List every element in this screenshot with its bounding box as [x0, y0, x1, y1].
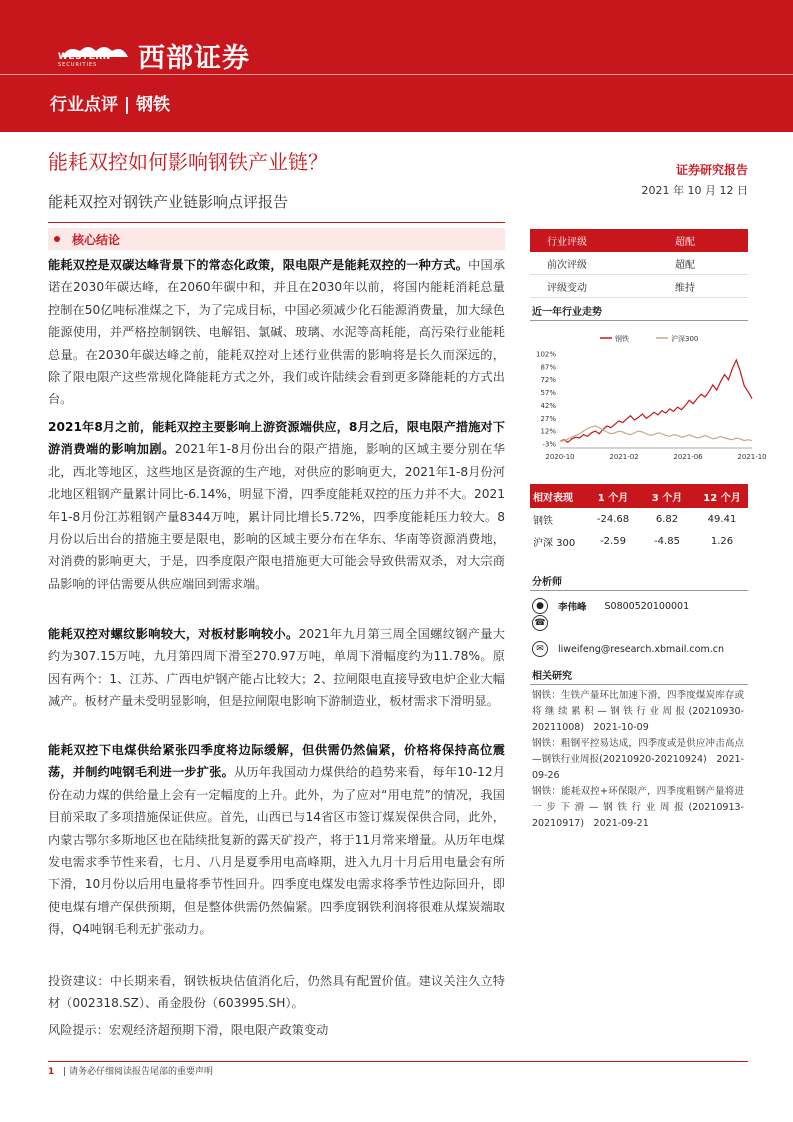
paragraph-2-text: 2021年1-8月份出台的限产措施，影响的区域主要分别在华北，西北等地区，这些地区是资源的生产地，对供应的影响更大，2021年1-8月份河北地区粗钢产量累计同比-6.14%，明显下滑，四季度能耗双控的压力并不大。2021年1-8月份江苏粗钢产量8344万吨，累计同比增长5.72%，四季度能耗压力较大。8月份以后出台的措施主要是限电，影响的区域主要分布在华东、华南等资源消费地，对消费的影响更大，于是，四季度限产限电措施更大可能会导致供需双杀，对大宗商品影响的评估需要从供应端回到需求端。 [48, 442, 506, 591]
y-tick-label: 27% [540, 414, 556, 423]
person-icon: ● [532, 598, 548, 614]
paragraph-3-lead: 能耗双控对螺纹影响较大，对板材影响较小。 [48, 627, 299, 641]
paragraph-4-lead: 能耗双控下电煤供给紧张四季度将边际缓解，但供需仍然偏紧，价格将保持高位震荡，并制约吨钢毛利进一步扩张。 [48, 743, 505, 780]
related-item[interactable]: 钢铁：能耗双控+环保限产，四季度粗钢产量将进一步下滑—钢铁行业周报(20210913-20210917) 2021-09-21 [532, 786, 744, 829]
phone-icon: ☎ [532, 615, 548, 631]
table-cell: -24.68 [596, 513, 630, 525]
paragraph-1 [48, 254, 505, 411]
rating-key: 行业评级 [547, 237, 587, 248]
table-cell: -2.59 [600, 535, 626, 547]
performance-header-cell: 相对表现 [533, 492, 573, 504]
section-label: 核心结论 [72, 233, 121, 247]
rating-value: 超配 [675, 237, 695, 248]
rating-value: 超配 [675, 259, 695, 271]
investment-advice: 投资建议：中长期来看，钢铁板块估值消化后，仍然具有配置价值。建议关注久立特材（002318.SZ）、甬金股份（603995.SH）。 [48, 974, 505, 1011]
y-tick-label: 87% [540, 363, 556, 372]
rating-key: 前次评级 [547, 259, 587, 271]
rating-key: 评级变动 [547, 282, 587, 294]
analyst-section-title: 分析师 [532, 577, 562, 588]
paragraph-2 [48, 416, 505, 595]
analyst-license: S0800520100001 [604, 600, 690, 612]
y-tick-label: 42% [540, 401, 556, 410]
x-tick-label: 2021-06 [673, 453, 703, 461]
performance-header-cell: 3 个月 [651, 492, 683, 504]
logo-subtext: SECURITIES [58, 62, 98, 68]
paragraph-1-lead: 能耗双控是双碳达峰背景下的常态化政策，限电限产是能耗双控的一种方式。 [48, 258, 469, 272]
section-header [48, 228, 505, 250]
paragraph-4 [48, 739, 505, 941]
paragraph-3-text: 2021年九月第三周全国螺纹钢产量大约为307.15万吨，九月第四周下滑至270.97万吨，单周下滑幅度约为11.78%。原因有两个：1、江苏、广西电炉钢产能占比较大；2、拉闸限电直接导致电炉企业大幅减产。板材产量未受明显影响，但是拉闸限电影响下游制造业，板材需求下滑明显。 [48, 627, 505, 709]
chart-divider [530, 320, 748, 321]
logo-chinese: 西部证券 [138, 43, 250, 74]
rating-row [530, 252, 748, 275]
y-tick-label: 72% [540, 376, 556, 385]
report-type: 证券研究报告 [675, 163, 748, 177]
footer [48, 1064, 213, 1077]
related-item[interactable]: 钢铁：粗钢平控易达成，四季度或是供应冲击高点—钢铁行业周报(20210920-20210924) 2021-09-26 [532, 738, 744, 781]
related-section-title: 相关研究 [532, 671, 572, 682]
series-line-steel [560, 360, 752, 442]
industry-trend-chart [530, 326, 767, 466]
logo-english: WESTERN [58, 52, 111, 62]
analyst-email[interactable]: liweifeng@research.xbmail.com.cn [558, 643, 724, 655]
rating-row [530, 229, 748, 252]
report-date: 2021 年 10 月 12 日 [641, 184, 748, 197]
series-line-hs300 [560, 426, 752, 441]
risk-warning: 风险提示：宏观经济超预期下滑，限电限产政策变动 [48, 1023, 329, 1037]
table-cell: -4.85 [654, 535, 680, 547]
legend-label: 钢铁 [615, 335, 629, 343]
phone-row [532, 615, 558, 631]
header-divider [0, 74, 793, 75]
y-tick-label: 102% [535, 350, 556, 359]
table-cell: 1.26 [710, 535, 734, 547]
report-category: 行业点评 | 钢铁 [50, 95, 171, 115]
x-tick-label: 2020-10 [545, 453, 575, 461]
analyst-name: 李伟峰 [558, 602, 587, 613]
performance-table [530, 484, 748, 552]
page-number: 1 [48, 1067, 55, 1077]
performance-header-row [530, 484, 748, 508]
subtitle-divider [48, 222, 505, 223]
rating-value: 维持 [675, 282, 695, 294]
y-tick-label: -3% [542, 440, 556, 449]
footer-divider [48, 1061, 748, 1062]
rating-table [530, 229, 748, 298]
chart-title: 近一年行业走势 [532, 307, 602, 318]
legend-label: 沪深300 [671, 335, 699, 343]
analyst-info [532, 598, 689, 614]
x-tick-label: 2021-10 [737, 453, 767, 461]
table-cell: 钢铁 [533, 515, 553, 527]
performance-header-cell: 1 个月 [597, 492, 629, 504]
paragraph-2-lead: 2021年8月之前，能耗双控主要影响上游资源端供应，8月之后，限电限产措施对下游消费端的影响加剧。 [48, 420, 505, 457]
table-cell: 49.41 [707, 513, 737, 525]
y-tick-label: 57% [540, 389, 556, 398]
page-subtitle: 能耗双控对钢铁产业链影响点评报告 [48, 193, 289, 211]
y-tick-label: 12% [540, 427, 556, 436]
table-cell: 沪深 300 [533, 537, 576, 549]
footer-disclaimer: | 请务必仔细阅读报告尾部的重要声明 [63, 1067, 214, 1077]
table-row [530, 508, 748, 530]
bullet-icon [54, 236, 60, 242]
analyst-divider [530, 590, 748, 591]
performance-header-cell: 12 个月 [703, 492, 741, 504]
x-tick-label: 2021-02 [609, 453, 639, 461]
page-title: 能耗双控如何影响钢铁产业链？ [48, 150, 328, 174]
paragraph-1-text: 中国承诺在2030年碳达峰，在2060年碳中和，并且在2030年以前，将国内能耗消耗总量控制在50亿吨标准煤之下，为了完成目标，中国必须减少化石能源消费量，加大绿色能源使用，并严格控制钢铁、电解铝、氯碱、玻璃、水泥等高耗能，高污染行业能耗总量。在2030年碳达峰之前，能耗双控对上述行业供需的影响将是长久而深远的，除了限电限产这些常规化降能耗方式之外，我们或许陆续会看到更多降能耗的方式出台。 [48, 258, 506, 407]
rating-row [530, 275, 748, 298]
paragraph-3 [48, 623, 505, 713]
table-row [530, 530, 748, 552]
paragraph-4-text: 从历年我国动力煤供给的趋势来看，每年10-12月份在动力煤的供给量上会有一定幅度的上升。此外，为了应对“用电荒”的情况，我国目前采取了多项措施保证供应。首先，山西已与14省区市签订煤炭保供合同，此外，内蒙古鄂尔多斯地区也在陆续批复新的露天矿投产，将于11月常来增量。从历年电煤发电需求季节性来看，七月、八月是夏季用电高峰期，进入九月十月后用电量会有所下滑，10月份以后用电量将季节性回升。四季度电煤发电需求将季节性边际回升，即使电煤有增产保供预期，但是整体供需仍然偏紧。四季度钢铁利润将很难从煤炭端取得，Q4吨钢毛利无扩张动力。 [48, 765, 506, 937]
table-cell: 6.82 [655, 513, 679, 525]
email-row [532, 641, 724, 657]
related-item[interactable]: 钢铁：生铁产量环比加速下滑，四季度煤炭库存或将继续累积—钢铁行业周报(20210930-20211008) 2021-10-09 [532, 690, 744, 733]
email-icon: ✉ [532, 641, 548, 657]
related-divider [530, 684, 748, 685]
report-header [0, 0, 793, 132]
